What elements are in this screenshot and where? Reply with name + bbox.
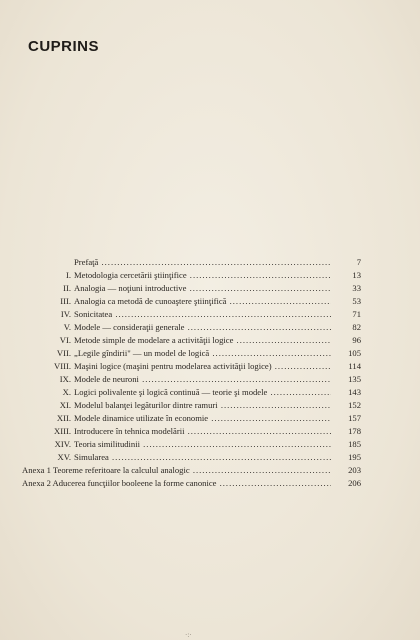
chapter-number: XIII. — [54, 426, 71, 436]
chapter-title: „Legile gîndirii" — un model de logică ..... — [74, 347, 331, 360]
toc-entry — [16, 295, 361, 308]
toc-entry — [16, 464, 361, 477]
toc-entry — [16, 347, 361, 360]
page-number: 7 — [356, 257, 361, 267]
chapter-number: XII. — [56, 413, 71, 423]
chapter-number: III. — [60, 296, 71, 306]
chapter-number: XI. — [59, 400, 71, 410]
page-number: 203 — [348, 465, 361, 475]
toc-entry — [16, 373, 361, 386]
page-number: 33 — [352, 283, 361, 293]
toc-entry — [16, 269, 361, 282]
page-number: 157 — [348, 413, 361, 423]
chapter-title: Simularea ..... — [74, 451, 331, 464]
chapter-title: Introducere în tehnica modelării ..... — [74, 425, 331, 438]
chapter-number: XV. — [57, 452, 71, 462]
page-number: 13 — [352, 270, 361, 280]
page-title: CUPRINS — [28, 38, 100, 55]
page-number: 195 — [348, 452, 361, 462]
page-number: 96 — [352, 335, 361, 345]
chapter-title: Modelul balanţei legăturilor dintre ramuri ..... — [74, 399, 331, 412]
chapter-title: Logici polivalente şi logică continuă — teorie şi modele ..... — [74, 386, 331, 399]
page-number: 178 — [348, 426, 361, 436]
toc-entry — [16, 399, 361, 412]
chapter-number: IX. — [59, 374, 71, 384]
chapter-title: Anexa 2 Aducerea funcţiilor booleene la forme canonice ..... — [22, 477, 331, 490]
chapter-number: VII. — [56, 348, 71, 358]
toc-entry — [16, 308, 361, 321]
page-mark: ·:· — [185, 631, 192, 639]
chapter-title: Prefaţă ..... — [74, 256, 331, 269]
chapter-title: Maşini logice (maşini pentru modelarea activităţii logice) ..... — [74, 360, 331, 373]
chapter-title: Analogia ca metodă de cunoaştere ştiinţifică ..... — [74, 295, 331, 308]
page-number: 143 — [348, 387, 361, 397]
toc-entry — [16, 282, 361, 295]
toc-entry — [16, 477, 361, 490]
page-number: 206 — [348, 478, 361, 488]
toc-entry — [16, 334, 361, 347]
chapter-title: Metode simple de modelare a activităţii logice ..... — [74, 334, 331, 347]
chapter-number: X. — [62, 387, 71, 397]
table-of-contents — [16, 256, 361, 490]
page-number: 71 — [352, 309, 361, 319]
toc-entry — [16, 321, 361, 334]
page-number: 114 — [348, 361, 361, 371]
chapter-title: Teoria similitudinii ..... — [74, 438, 331, 451]
toc-entry — [16, 386, 361, 399]
chapter-title: Anexa 1 Teoreme referitoare la calculul analogic ..... — [22, 464, 331, 477]
page-number: 53 — [352, 296, 361, 306]
page-number: 152 — [348, 400, 361, 410]
toc-entry — [16, 256, 361, 269]
toc-entry — [16, 412, 361, 425]
chapter-title: Sonicitatea ..... — [74, 308, 331, 321]
chapter-title: Modele dinamice utilizate în economie ..... — [74, 412, 331, 425]
page-number: 105 — [348, 348, 361, 358]
toc-entry — [16, 451, 361, 464]
chapter-number: II. — [63, 283, 71, 293]
toc-entry — [16, 438, 361, 451]
chapter-number: VI. — [59, 335, 71, 345]
chapter-number: I. — [65, 270, 71, 280]
chapter-number: VIII. — [54, 361, 71, 371]
page-number: 82 — [352, 322, 361, 332]
page-number: 135 — [348, 374, 361, 384]
chapter-number: IV. — [60, 309, 71, 319]
chapter-title: Modele de neuroni ..... — [74, 373, 331, 386]
chapter-title: Metodologia cercetării ştiinţifice ..... — [74, 269, 331, 282]
chapter-number: V. — [63, 322, 71, 332]
chapter-title: Modele — consideraţii generale ..... — [74, 321, 331, 334]
toc-entry — [16, 360, 361, 373]
page-number: 185 — [348, 439, 361, 449]
chapter-title: Analogia — noţiuni introductive ..... — [74, 282, 331, 295]
chapter-number: XIV. — [54, 439, 71, 449]
toc-entry — [16, 425, 361, 438]
